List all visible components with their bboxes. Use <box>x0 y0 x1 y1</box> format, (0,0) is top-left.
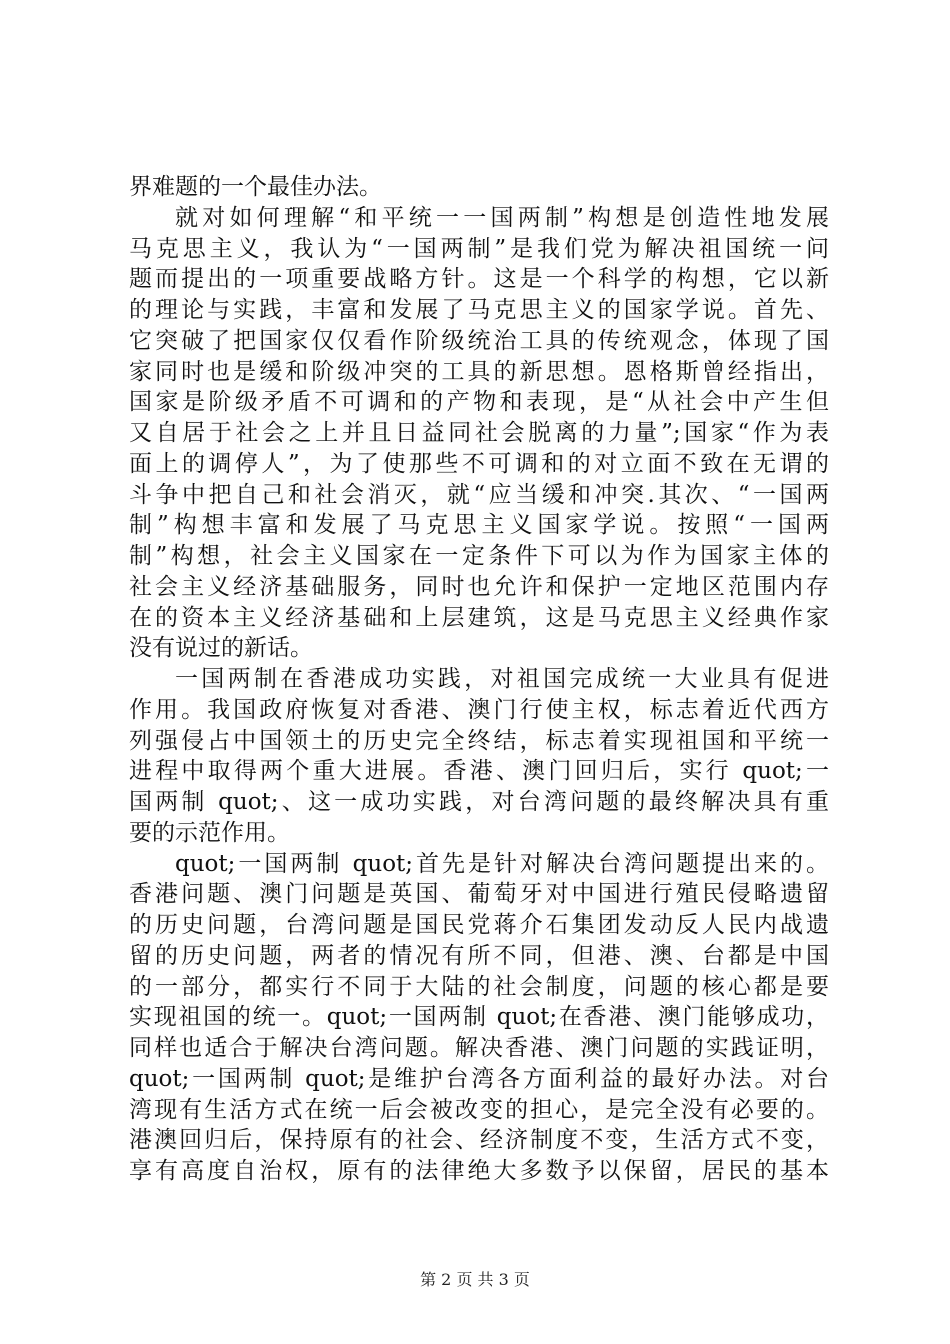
text-line: quot;一国两制 quot;首先是针对解决台湾问题提出来的。 <box>175 850 829 877</box>
text-line: 马克思主义，我认为“一国两制”是我们党为解决祖国统一问 <box>129 235 829 262</box>
text-line: 享有高度自治权，原有的法律绝大多数予以保留，居民的基本 <box>129 1158 829 1184</box>
text-line: 社会主义经济基础服务，同时也允许和保护一定地区范围内存 <box>129 573 829 600</box>
text-line: 面上的调停人”，为了使那些不可调和的对立面不致在无谓的 <box>129 450 829 477</box>
text-line: 同样也适合于解决台湾问题。解决香港、澳门问题的实践证明， <box>129 1035 829 1061</box>
text-line: 要的示范作用。 <box>129 819 290 846</box>
text-line: 国家是阶级矛盾不可调和的产物和表现，是“从社会中产生但 <box>129 389 829 416</box>
text-line: 家同时也是缓和阶级冲突的工具的新思想。恩格斯曾经指出， <box>129 358 829 385</box>
text-line: quot;一国两制 quot;是维护台湾各方面利益的最好办法。对台 <box>129 1065 829 1092</box>
text-line: 香港问题、澳门问题是英国、葡萄牙对中国进行殖民侵略遗留 <box>129 881 829 908</box>
text-line: 没有说过的新话。 <box>129 635 313 662</box>
text-line: 就对如何理解“和平统一一国两制”构想是创造性地发展 <box>175 204 829 231</box>
text-line: 它突破了把国家仅仅看作阶级统治工具的传统观念，体现了国 <box>129 327 829 354</box>
text-line: 实现祖国的统一。quot;一国两制 quot;在香港、澳门能够成功， <box>129 1004 829 1031</box>
text-line: 一国两制在香港成功实践，对祖国完成统一大业具有促进 <box>175 666 829 692</box>
text-line: 的历史问题，台湾问题是国民党蒋介石集团发动反人民内战遗 <box>129 912 829 938</box>
text-line: 制”构想，社会主义国家在一定条件下可以为作为国家主体的 <box>129 543 829 569</box>
text-line: 港澳回归后，保持原有的社会、经济制度不变，生活方式不变， <box>129 1127 829 1154</box>
text-line: 题而提出的一项重要战略方针。这是一个科学的构想，它以新 <box>129 266 829 293</box>
text-line: 斗争中把自己和社会消灭，就“应当缓和冲突.其次、“一国两 <box>129 481 829 508</box>
text-line: 又自居于社会之上并且日益同社会脱离的力量”;国家“作为表 <box>129 420 829 446</box>
text-line: 留的历史问题，两者的情况有所不同，但港、澳、台都是中国 <box>129 942 829 969</box>
document-body <box>129 172 829 1187</box>
text-line: 国两制 quot;、这一成功实践，对台湾问题的最终解决具有重 <box>129 789 829 815</box>
text-line: 界难题的一个最佳办法。 <box>129 174 382 200</box>
text-line: 的一部分，都实行不同于大陆的社会制度，问题的核心都是要 <box>129 973 829 1000</box>
text-line: 作用。我国政府恢复对香港、澳门行使主权，标志着近代西方 <box>129 696 829 723</box>
text-line: 在的资本主义经济基础和上层建筑，这是马克思主义经典作家 <box>129 604 829 631</box>
text-line: 湾现有生活方式在统一后会被改变的担心，是完全没有必要的。 <box>129 1096 829 1123</box>
text-line: 进程中取得两个重大进展。香港、澳门回归后，实行 quot;一 <box>129 758 829 785</box>
text-line: 制”构想丰富和发展了马克思主义国家学说。按照“一国两 <box>129 512 829 539</box>
text-line: 的理论与实践，丰富和发展了马克思主义的国家学说。首先、 <box>129 297 829 323</box>
text-line: 列强侵占中国领土的历史完全终结，标志着实现祖国和平统一 <box>129 727 829 754</box>
page-footer: 第 2 页 共 3 页 <box>420 1270 530 1289</box>
